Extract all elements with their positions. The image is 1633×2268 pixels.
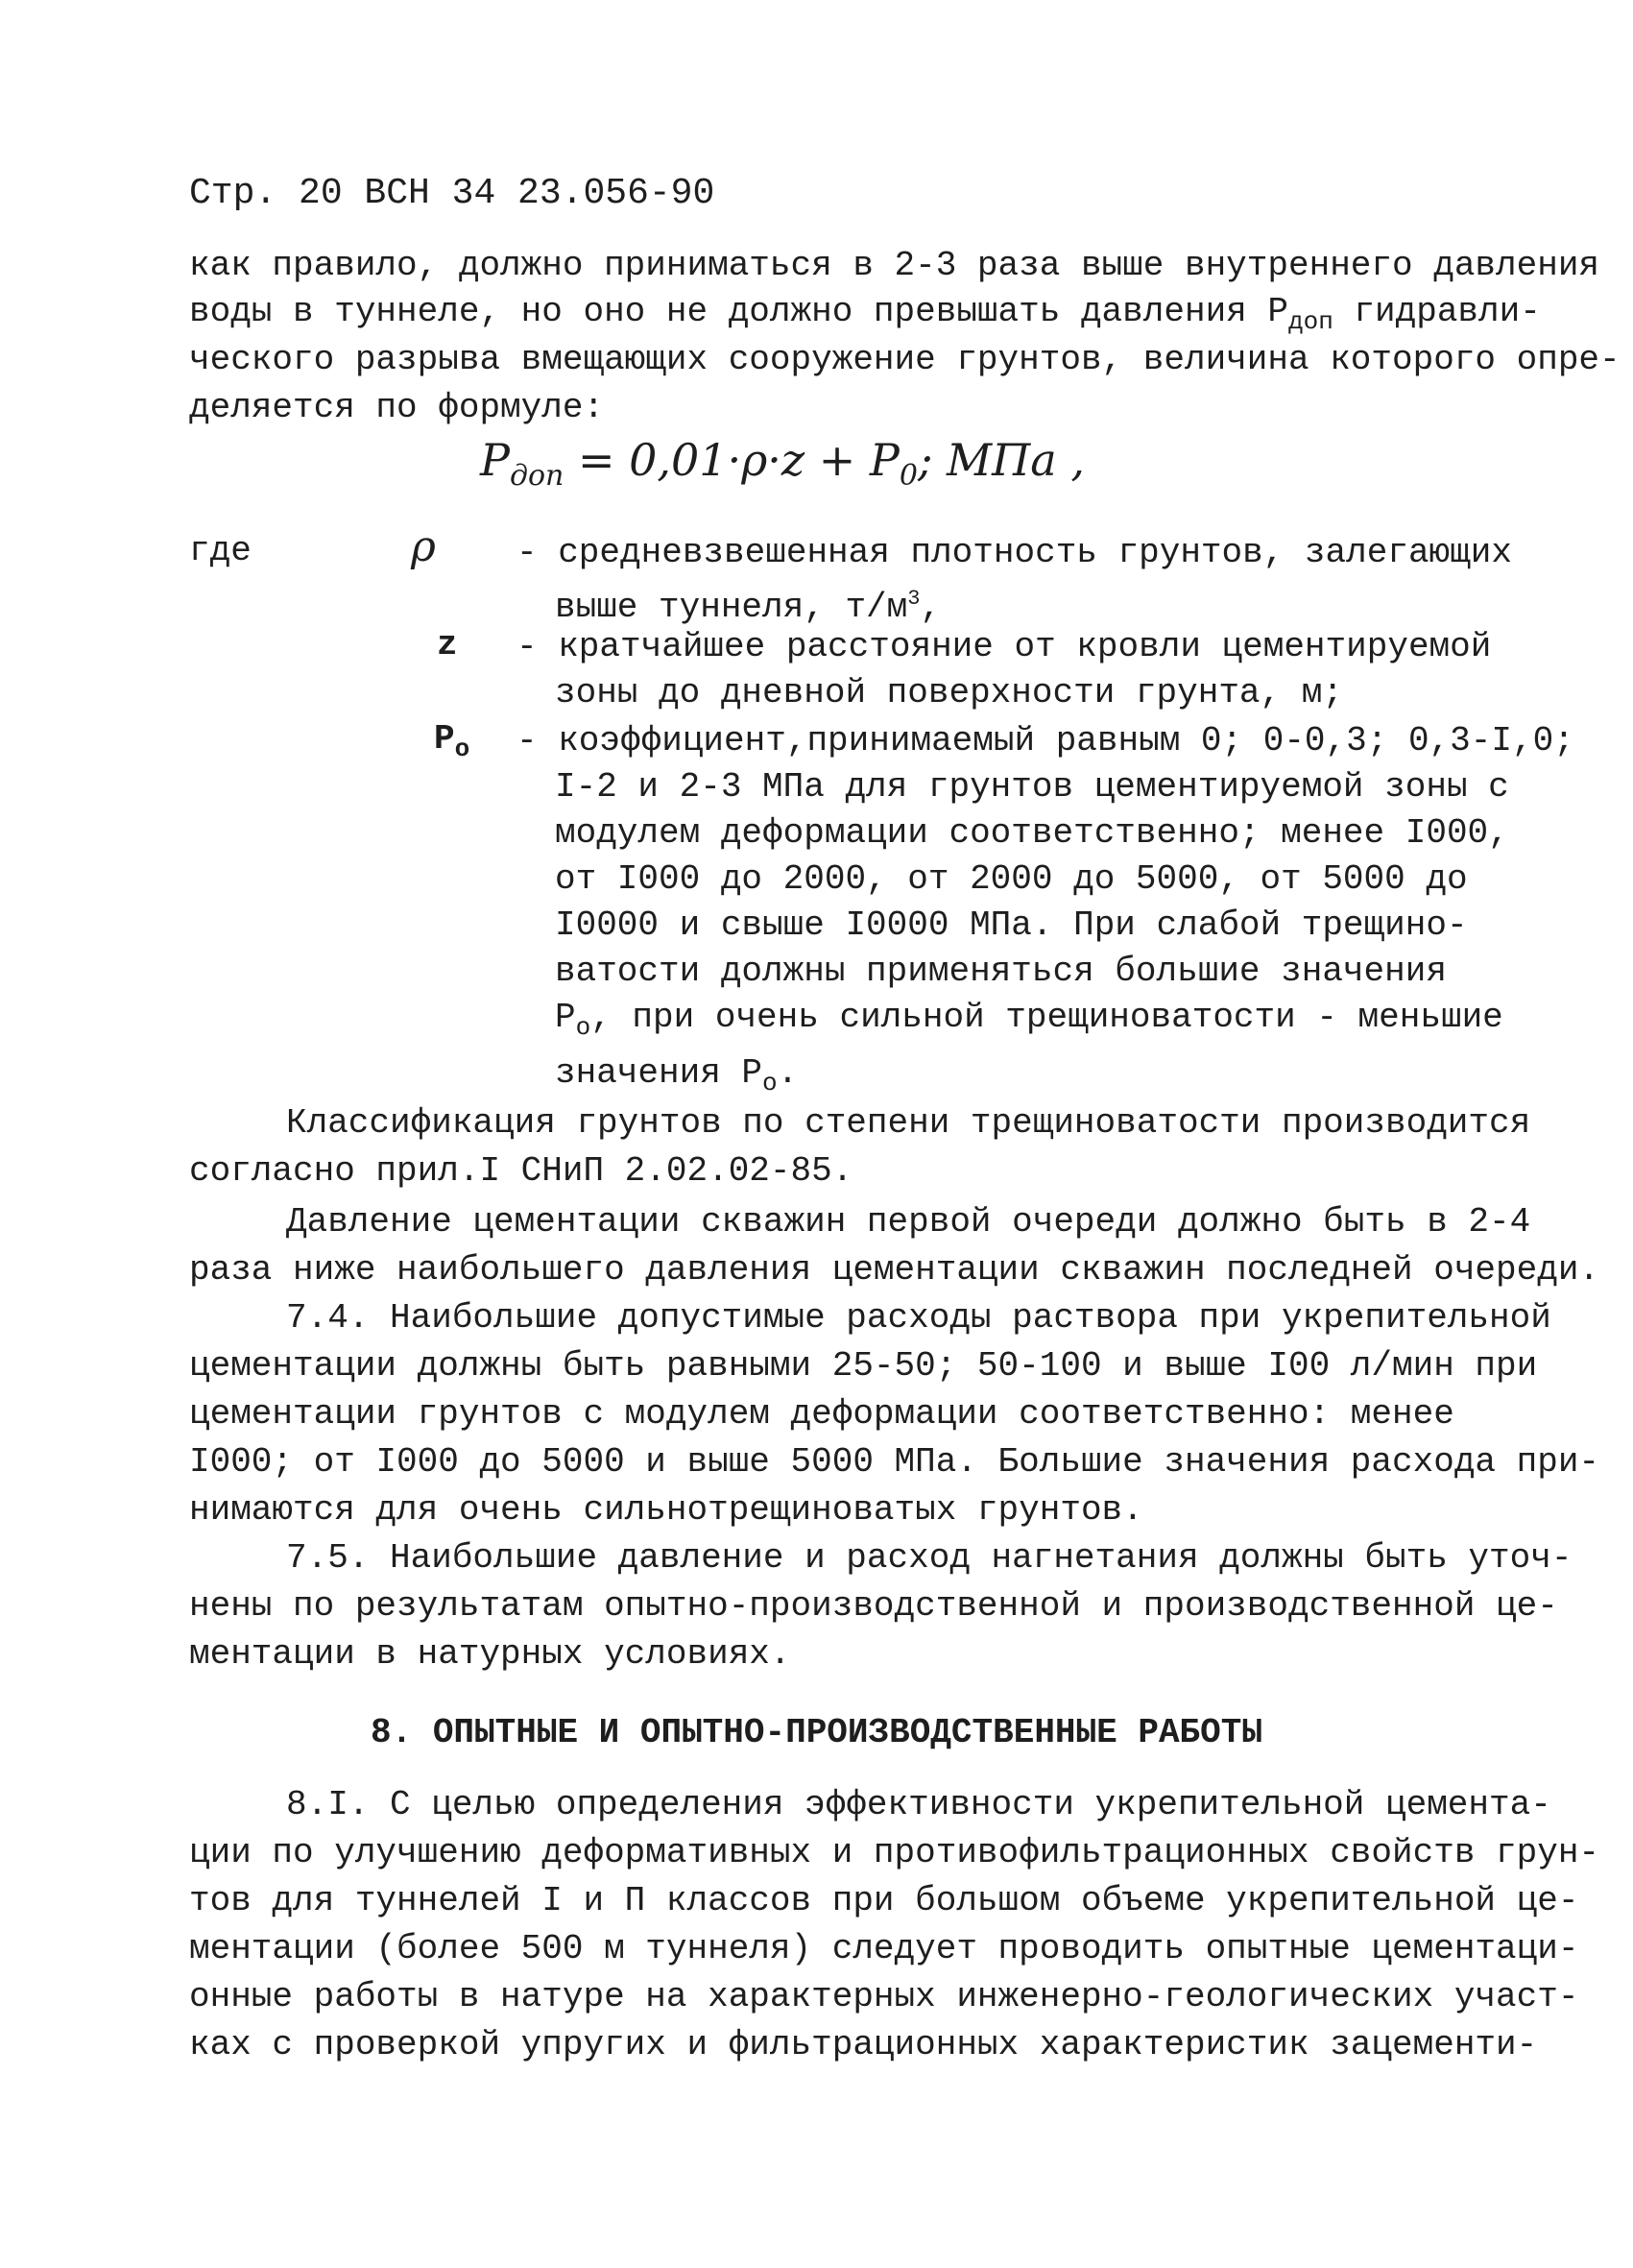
- para5-line2: нены по результатам опытно-производственной и производственной це-: [189, 1586, 1558, 1626]
- formula-rhs: = 0,01·ρ·z + P: [564, 434, 900, 486]
- para4-line2: цементации должны быть равными 25-50; 50-100 и выше I00 л/мин при: [189, 1346, 1538, 1386]
- para1-line1: как правило, должно приниматься в 2-3 раза выше внутреннего давления: [189, 246, 1600, 285]
- def-z-text: [516, 624, 1492, 716]
- def-po-line8-sub: o: [762, 1069, 778, 1098]
- para1-line2-text: воды в туннеле, но оно не должно превышать давления P: [189, 292, 1288, 331]
- def-po-text: [516, 718, 1574, 1106]
- section-heading: 8. ОПЫТНЫЕ И ОПЫТНО-ПРОИЗВОДСТВЕННЫЕ РАБОТЫ: [371, 1713, 1262, 1752]
- def-z-line2: зоны до дневной поверхности грунта, м;: [555, 673, 1343, 712]
- para4-line1: 7.4. Наибольшие допустимые расходы раствора при укрепительной: [286, 1298, 1551, 1338]
- def-po-line7-p: P: [555, 998, 576, 1037]
- formula-unit: ; МПа ,: [917, 434, 1085, 486]
- def-po-line1: - коэффициент,принимаемый равным 0; 0-0,3; 0,3-I,0;: [516, 721, 1574, 760]
- def-symbol-po: [434, 718, 469, 770]
- formula-lhs-sub: доп: [509, 459, 564, 494]
- def-po-line3: модулем деформации соответственно; менее I000,: [555, 813, 1509, 853]
- def-po-symbol-sub: o: [454, 735, 470, 764]
- formula-rhs-sub: 0: [899, 459, 918, 494]
- def-rho-line2: [516, 576, 1477, 631]
- def-po-line6: ватости должны применяться большие значения: [555, 952, 1447, 991]
- para6-line1: 8.I. С целью определения эффективности укрепительной цемента-: [286, 1785, 1551, 1824]
- para5-line1: 7.5. Наибольшие давление и расход нагнетания должны быть уточ-: [286, 1538, 1573, 1578]
- where-label: где: [189, 531, 252, 570]
- formula: [480, 434, 1085, 493]
- para3-line1: Давление цементации скважин первой очереди должно быть в 2-4: [286, 1202, 1531, 1242]
- def-rho-text: [516, 530, 1512, 631]
- para3-line2: раза ниже наибольшего давления цементации скважин последней очереди.: [189, 1250, 1600, 1290]
- para6-line6: ках с проверкой упругих и фильтрационных характеристик зацементи-: [189, 2025, 1538, 2064]
- para1-line4: деляется по формуле:: [189, 388, 605, 427]
- def-rho-line2-text: выше туннеля, т/м: [555, 588, 908, 627]
- def-po-line7: [516, 995, 1503, 1050]
- def-rho-sup: 3: [907, 587, 921, 611]
- def-po-line7-tail: , при очень сильной трещиноватости - меньшие: [590, 998, 1503, 1037]
- def-symbol-rho: ρ: [411, 522, 436, 571]
- para4-line3: цементации грунтов с модулем деформации соответственно: менее: [189, 1394, 1454, 1434]
- def-po-symbol: P: [434, 719, 455, 759]
- page-header: Стр. 20 ВСН 34 23.056-90: [189, 173, 715, 214]
- para6-line2: ции по улучшению деформативных и противофильтрационных свойств грун-: [189, 1833, 1600, 1872]
- def-rho-line1: - средневзвешенная плотность грунтов, залегающих: [516, 533, 1512, 572]
- def-po-line7-sub: o: [575, 1013, 591, 1043]
- para6-line3: тов для туннелей I и П классов при большом объеме укрепительной це-: [189, 1881, 1579, 1920]
- def-rho-tail: ,: [920, 588, 942, 627]
- para4-line4: I000; от I000 до 5000 и выше 5000 МПа. Большие значения расхода при-: [189, 1442, 1600, 1482]
- para2-line2: согласно прил.I СНиП 2.02.02-85.: [189, 1151, 853, 1191]
- para6-line4: ментации (более 500 м туннеля) следует проводить опытные цементаци-: [189, 1929, 1579, 1968]
- para6-line5: онные работы в натуре на характерных инженерно-геологических участ-: [189, 1977, 1579, 2016]
- formula-lhs: P: [480, 434, 510, 486]
- def-po-line2: I-2 и 2-3 МПа для грунтов цементируемой зоны с: [555, 767, 1509, 807]
- def-z-line1: - кратчайшее расстояние от кровли цементируемой: [516, 627, 1492, 666]
- para5-line3: ментации в натурных условиях.: [189, 1634, 791, 1674]
- def-symbol-z: z: [437, 625, 458, 664]
- para1-line3: ческого разрыва вмещающих сооружение грунтов, величина которого опре-: [189, 340, 1621, 379]
- para1-line2-tail: гидравли-: [1333, 292, 1541, 331]
- para1-sub: доп: [1288, 307, 1333, 337]
- def-po-line8-text: значения P: [555, 1053, 763, 1094]
- def-po-line5: I0000 и свыше I0000 МПа. При слабой трещино-: [555, 905, 1468, 945]
- def-po-line4: от I000 до 2000, от 2000 до 5000, от 5000 до: [555, 859, 1468, 899]
- def-po-line8-tail: .: [777, 1053, 799, 1094]
- def-po-line8: [516, 1050, 1477, 1106]
- para2-line1: Классификация грунтов по степени трещиноватости производится: [286, 1103, 1531, 1143]
- para4-line5: нимаются для очень сильнотрещиноватых грунтов.: [189, 1490, 1143, 1530]
- para1-line2: [189, 291, 1541, 343]
